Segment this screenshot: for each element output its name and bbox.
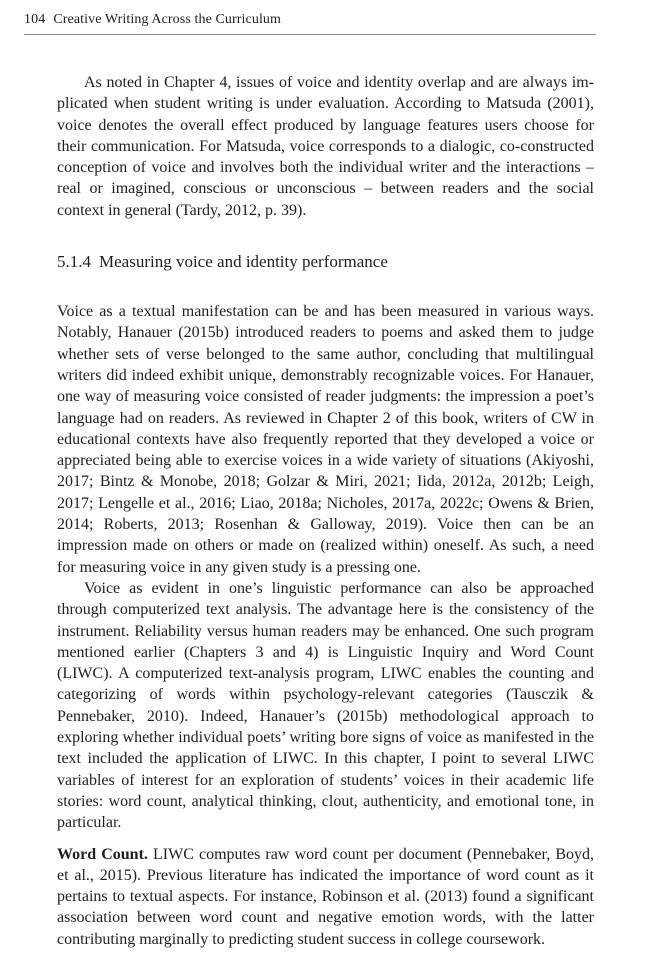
section-title: Measuring voice and identity performance <box>99 252 388 272</box>
paragraph-voice-identity: As noted in Chapter 4, issues of voice and identity overlap and are always implicated when student writing is under evaluation. According to Matsuda (2001), voice denotes the overall effect produced by language features users choose for their communication. For Matsuda, voice corresponds to a dialogic, co-constructed conception of voice and involves both the individual writer and the interactions – real or imagined, conscious or unconscious – between readers and the social context in general (Tardy, 2012, p. 39). <box>57 74 594 219</box>
section-heading <box>57 251 594 273</box>
word-count-text: LIWC computes raw word count per document (Pennebaker, Boyd, et al., 2015). Previous literature has indicated the importance of word count as it pertains to textual aspects. For instance, Robinson et al. (2013) found a significant association between word count and negative emotion words, with the latter contributing marginally to predicting student success in college coursework. <box>57 845 595 948</box>
paragraph-textual-manifestation: Voice as a textual manifestation can be and has been measured in various ways. Notably, Hanauer (2015b) introduced readers to poems and asked them to judge whether sets of verse belonged to the same author, concluding that multilingual writers did indeed exhibit unique, demonstrably recognizable voices. For Hanauer, one way of measuring voice consisted of reader judgments: the impression a poet’s language had on readers. As reviewed in Chapter 2 of this book, writers of CW in educational contexts have also frequently reported that they developed a voice or appreciated being able to exercise voices in a wide variety of situations (Akiyoshi, 2017; Bintz & Monobe, 2018; Golzar & Miri, 2021; Iida, 2012a, 2012b; Leigh, 2017; Lengelle et al., 2016; Liao, 2018a; Nicholes, 2017a, 2022c; Owens & Brien, 2014; Roberts, 2013; Rosenhan & Galloway, 2019). Voice then can be an impression made on others or made on (realized within) oneself. As such, a need for measuring voice in any given study is a pressing one. <box>57 303 594 576</box>
paragraph-computerized-analysis: Voice as evident in one’s linguistic performance can also be approached through computerized text analysis. The advantage here is the consistency of the instrument. Reliability versus human readers may be enhanced. One such program mentioned earlier (Chapters 3 and 4) is Linguistic Inquiry and Word Count (LIWC). A computerized text-analysis program, LIWC enables the counting and categorizing of words within psychology-relevant categories (Tausczik & Pennebaker, 2010). Indeed, Hanauer’s (2015b) methodological approach to exploring whether individual poets’ writing bore signs of voice as manifested in the text included the application of LIWC. In this chapter, I point to several LIWC variables of interest for an exploration of students’ voices in their academic life stories: word count, analytical thinking, clout, authenticity, and emotional tone, in particular. <box>57 579 594 832</box>
body-text <box>57 72 594 950</box>
paragraph-word-count <box>57 844 594 950</box>
header-rule <box>24 34 596 35</box>
section-number: 5.1.4 <box>57 252 91 272</box>
book-title: Creative Writing Across the Curriculum <box>53 12 282 27</box>
running-head <box>24 10 596 30</box>
page-number: 104 <box>24 12 46 27</box>
run-in-heading-word-count: Word Count. <box>57 845 148 863</box>
